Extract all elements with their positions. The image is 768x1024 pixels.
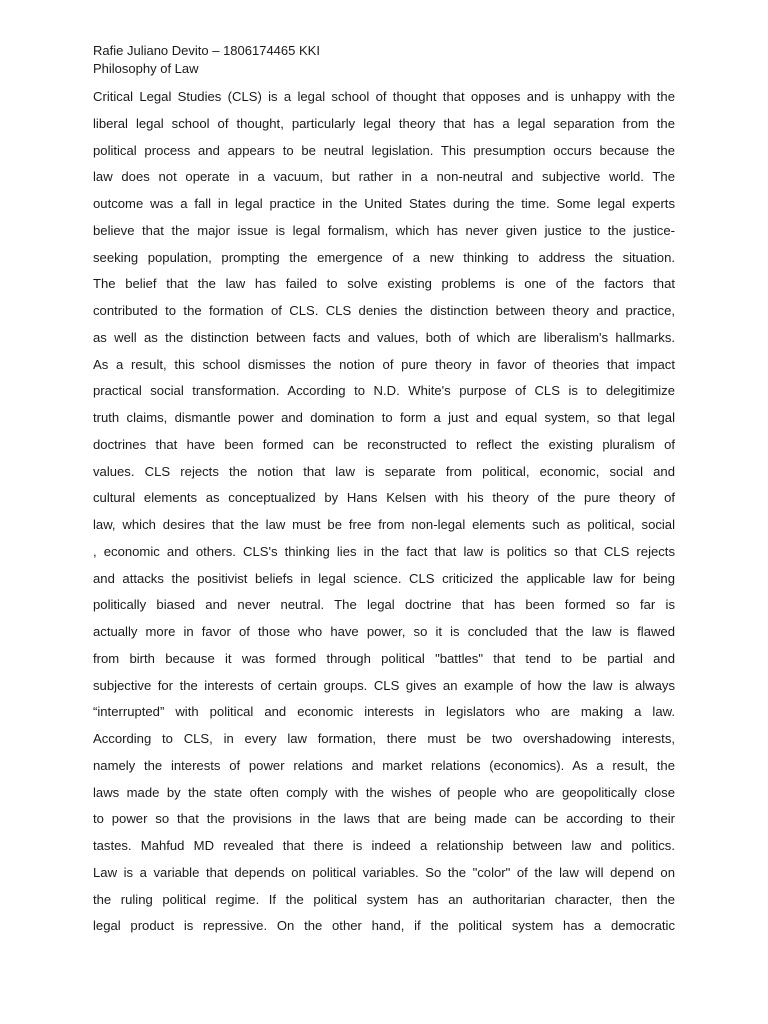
paragraph-line: values. CLS rejects the notion that law is separate from political, economic, social and [93,463,675,479]
paragraph-line: believe that the major issue is legal formalism, which has never given justice to the justice- [93,222,675,238]
paragraph-line: contributed to the formation of CLS. CLS denies the distinction between theory and practice, [93,303,675,318]
paragraph-line: namely the interests of power relations and market relations (economics). As a result, the [93,757,675,773]
paragraph-line: actually more in favor of those who have power, so it is concluded that the law is flawed [93,624,675,639]
paragraph-line: tastes. Mahfud MD revealed that there is indeed a relationship between law and politics. [93,838,675,853]
paragraph-line: as well as the distinction between facts and values, both of which are liberalism's hallmarks. [93,329,675,345]
paragraph-line: “interrupted” with political and economic interests in legislators who are making a law. [93,704,675,720]
paragraph-line: law, which desires that the law must be free from non-legal elements such as political, social [93,517,675,532]
paragraph-line: seeking population, prompting the emergence of a new thinking to address the situation. [93,249,675,265]
paragraph-line: the ruling political regime. If the political system has an authoritarian character, then the [93,891,675,907]
paragraph-line: from birth because it was formed through political "battles" that tend to be partial and [93,650,675,666]
course-title: Philosophy of Law [93,61,199,76]
paragraph-line: practical social transformation. According to N.D. White's purpose of CLS is to delegitimize [93,383,675,399]
paragraph-line: legal product is repressive. On the other hand, if the political system has a democratic [93,918,675,934]
paragraph-line: politically biased and never neutral. The legal doctrine that has been formed so far is [93,597,675,613]
paragraph-line: truth claims, dismantle power and domination to form a just and equal system, so that legal [93,410,675,425]
author-line: Rafie Juliano Devito – 1806174465 KKI [93,43,320,58]
paragraph-line: According to CLS, in every law formation, there must be two overshadowing interests, [93,731,675,746]
paragraph-line: outcome was a fall in legal practice in the United States during the time. Some legal experts [93,196,675,211]
paragraph-line: liberal legal school of thought, particularly legal theory that has a legal separation from the [93,115,675,131]
paragraph-line: laws made by the state often comply with the wishes of people who are geopolitically close [93,784,675,800]
paragraph-line: law does not operate in a vacuum, but rather in a non-neutral and subjective world. The [93,169,675,185]
paragraph-line: As a result, this school dismisses the notion of pure theory in favor of theories that impact [93,356,675,372]
paragraph-line: and attacks the positivist beliefs in legal science. CLS criticized the applicable law for being [93,570,675,586]
paragraph-line: Critical Legal Studies (CLS) is a legal school of thought that opposes and is unhappy with the [93,89,675,104]
paragraph-line: doctrines that have been formed can be reconstructed to reflect the existing pluralism of [93,436,675,452]
paragraph-line: , economic and others. CLS's thinking lies in the fact that law is politics so that CLS rejects [93,543,675,559]
paragraph-line: Law is a variable that depends on political variables. So the "color" of the law will depend on [93,864,675,880]
paragraph-line: The belief that the law has failed to solve existing problems is one of the factors that [93,276,675,292]
paragraph-line: political process and appears to be neutral legislation. This presumption occurs because the [93,142,675,158]
paragraph-line: cultural elements as conceptualized by Hans Kelsen with his theory of the pure theory of [93,490,675,506]
essay-paragraph [93,84,675,940]
paragraph-line: to power so that the provisions in the laws that are being made can be according to their [93,811,675,827]
paragraph-line: subjective for the interests of certain groups. CLS gives an example of how the law is always [93,677,675,693]
